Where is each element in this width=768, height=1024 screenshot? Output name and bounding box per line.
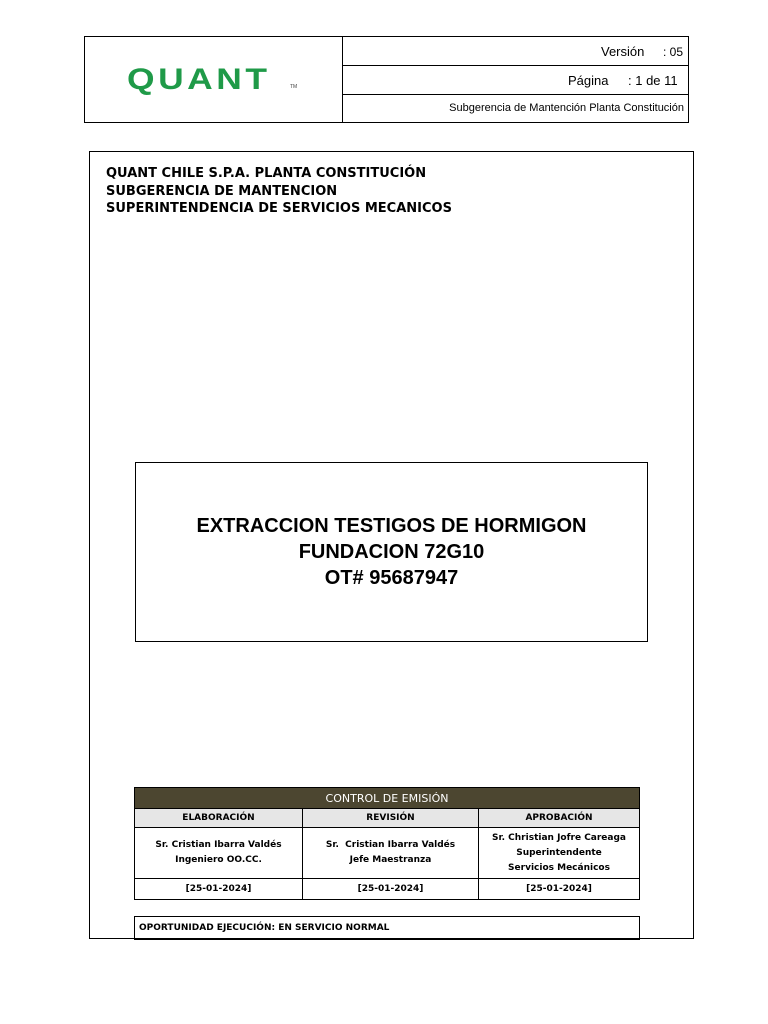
org-line-1: QUANT CHILE S.P.A. PLANTA CONSTITUCIÓN <box>106 166 427 181</box>
document-header <box>84 36 689 123</box>
oportunidad-ejecucion: OPORTUNIDAD EJECUCIÓN: EN SERVICIO NORMAL <box>134 916 640 940</box>
version-value: : 05 <box>663 45 684 59</box>
document-title <box>136 513 647 591</box>
version-label: Versión <box>601 44 645 59</box>
quant-logo: QUANT <box>127 63 271 96</box>
aprobacion-person <box>479 828 640 879</box>
elaboracion-name: Sr. Cristian Ibarra Valdés <box>155 840 282 850</box>
aprobacion-date: [25-01-2024] <box>479 879 640 900</box>
logo-trademark: TM <box>290 84 298 90</box>
page-label: Página <box>568 73 609 88</box>
revision-date: [25-01-2024] <box>303 879 479 900</box>
aprobacion-name: Sr. Christian Jofre Careaga <box>491 832 626 843</box>
org-line-3: SUPERINTENDENCIA DE SERVICIOS MECANICOS <box>106 201 452 216</box>
subgerencia-text: Subgerencia de Mantención Planta Constitución <box>449 102 684 114</box>
elaboracion-date: [25-01-2024] <box>135 879 303 900</box>
title-line-2: FUNDACION 72G10 <box>298 541 485 563</box>
revision-person <box>303 828 479 879</box>
organization-block <box>106 165 452 218</box>
page-value: : 1 de 11 <box>628 73 678 88</box>
elaboracion-person <box>135 828 303 879</box>
version-row <box>343 37 688 66</box>
column-revision: REVISIÓN <box>303 809 479 828</box>
column-elaboracion: ELABORACIÓN <box>135 809 303 828</box>
control-heading: CONTROL DE EMISIÓN <box>135 788 640 809</box>
title-line-3: OT# 95687947 <box>324 567 459 589</box>
subgerencia-row <box>343 95 688 122</box>
title-box <box>135 462 648 642</box>
elaboracion-role: Ingeniero OO.CC. <box>175 855 262 865</box>
aprobacion-role: Superintendente Servicios Mecánicos <box>508 847 610 873</box>
revision-role: Jefe Maestranza <box>349 855 432 865</box>
title-line-1: EXTRACCION TESTIGOS DE HORMIGON <box>196 515 587 537</box>
revision-name: Sr. Cristian Ibarra Valdés <box>325 840 456 850</box>
control-emission-table <box>134 787 640 900</box>
column-aprobacion: APROBACIÓN <box>479 809 640 828</box>
org-line-2: SUBGERENCIA DE MANTENCION <box>106 183 338 199</box>
logo-cell <box>85 37 343 122</box>
page-row <box>343 66 688 95</box>
